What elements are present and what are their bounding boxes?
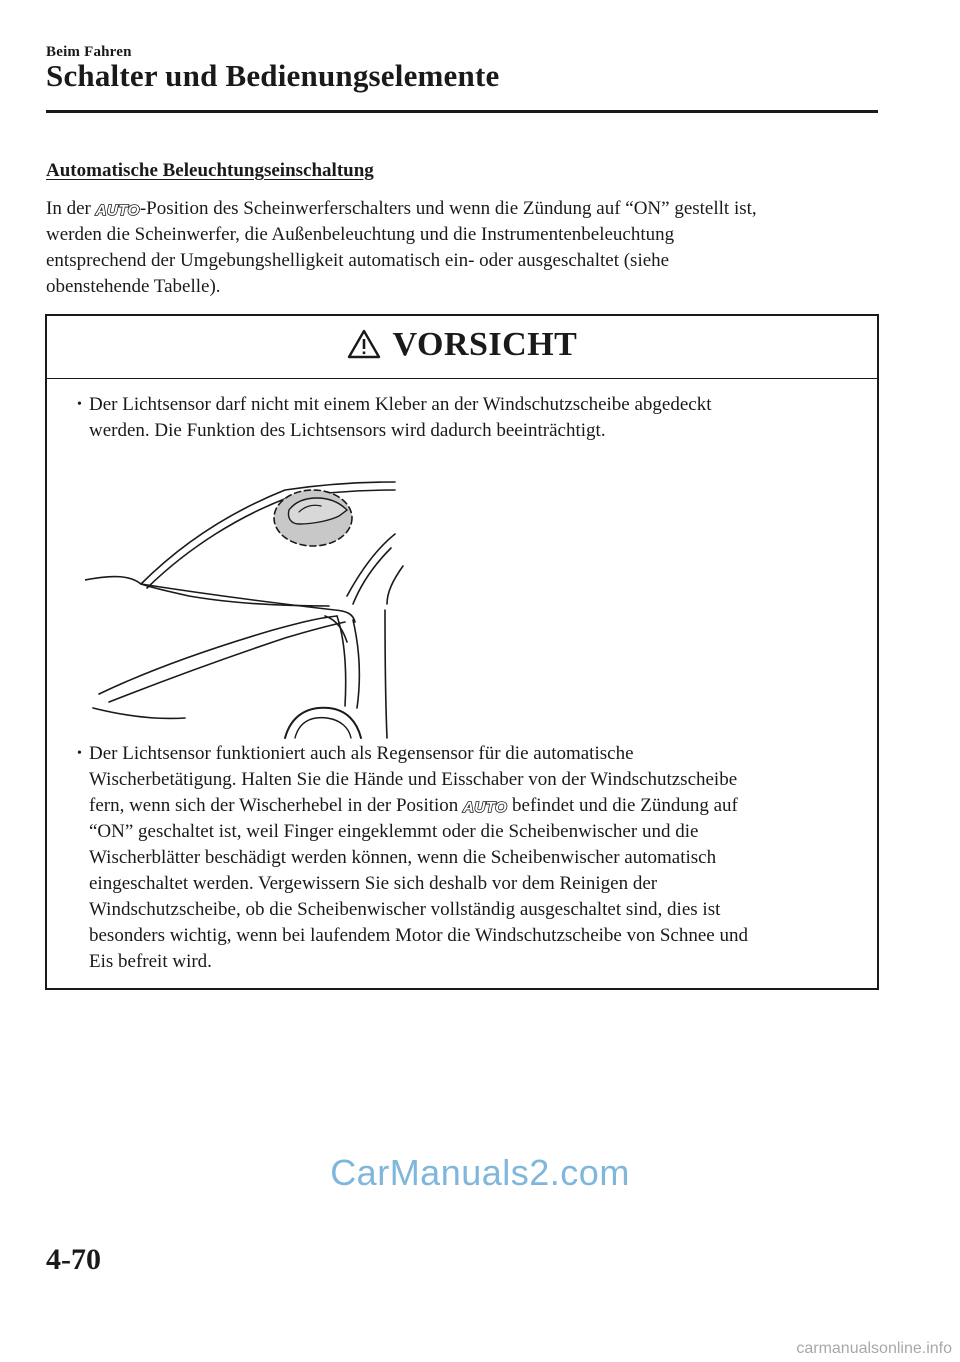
bullet-2-line-7: Windschutzscheibe, ob die Scheibenwischer vollständig ausgeschaltet sind, dies ist [89,899,721,920]
caution-title: VORSICHT [392,326,578,363]
intro-paragraph [46,196,886,300]
page-number: 4-70 [46,1243,101,1276]
auto-icon: AUTO [463,799,508,816]
intro-line-3: entsprechend der Umgebungshelligkeit automatisch ein- oder ausgeschaltet (siehe [46,250,670,271]
intro-line-1 [46,196,886,222]
page-title: Schalter und Bedienungselemente [46,58,500,93]
bullet-marker: • [77,397,82,412]
caution-box [45,314,879,990]
bullet-2-line-2: Wischerbetätigung. Halten Sie die Hände und Eisschaber von der Windschutzscheibe [89,769,738,790]
bullet-2-line-5: Wischerblätter beschädigt werden können, wenn die Scheibenwischer automatisch [89,847,717,868]
bullet-2-line-3 [89,793,867,819]
bullet-1-line-1: Der Lichtsensor darf nicht mit einem Kleber an der Windschutzscheibe abgedeckt [89,394,712,415]
bullet-2-line-4: “ON” geschaltet ist, weil Finger eingeklemmt oder die Scheibenwischer und die [89,821,699,842]
caution-header [47,316,877,379]
caution-bullet-1 [77,392,867,444]
bullet-1-line-2: werden. Die Funktion des Lichtsensors wird dadurch beeinträchtigt. [89,420,606,441]
bullet-2-line-8: besonders wichtig, wenn bei laufendem Motor die Windschutzscheibe von Schnee und [89,925,748,946]
intro-line-1-end: -Position des Scheinwerferschalters und wenn die Zündung auf “ON” gestellt ist, [139,198,757,219]
section-heading: Automatische Beleuchtungseinschaltung [46,160,374,181]
bullet-marker: • [77,746,82,761]
bullet-2-line-3-end: befindet und die Zündung auf [512,795,738,816]
intro-line-4: obenstehende Tabelle). [46,276,221,297]
windshield-sensor-illustration [85,480,405,745]
bullet-2-line-1: Der Lichtsensor funktioniert auch als Regensensor für die automatische [89,743,634,764]
intro-line-2: werden die Scheinwerfer, die Außenbeleuchtung und die Instrumentenbeleuchtung [46,224,675,245]
intro-line-1-start: In der [46,198,91,219]
bullet-2-line-9: Eis befreit wird. [89,951,212,972]
header-divider [46,110,878,113]
bullet-2-line-6: eingeschaltet werden. Vergewissern Sie sich deshalb vor dem Reinigen der [89,873,658,894]
footer-site-watermark: carmanualsonline.info [796,1340,952,1357]
chapter-label: Beim Fahren [46,44,132,60]
warning-triangle-icon [347,329,381,364]
auto-icon: AUTO [95,202,140,219]
watermark: CarManuals2.com [330,1152,630,1193]
bullet-2-line-3-start: fern, wenn sich der Wischerhebel in der Position [89,795,459,816]
caution-bullet-2 [77,741,867,975]
